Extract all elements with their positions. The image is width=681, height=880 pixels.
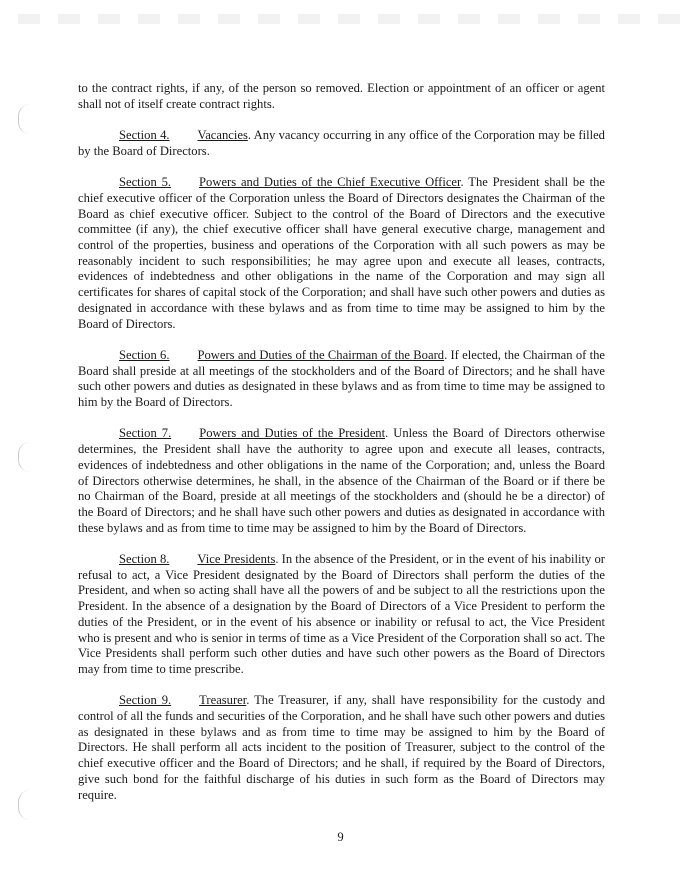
- section-number: Section 8.: [119, 552, 170, 567]
- section-number: Section 7.: [119, 426, 172, 441]
- section-title: Vice Presidents: [197, 552, 276, 567]
- section-body: . Any vacancy occurring in any office of the Corporation may be filled by the Board of Directors.: [78, 128, 605, 158]
- section-title: Treasurer: [199, 693, 247, 708]
- section-5-paragraph: [78, 175, 605, 332]
- punch-hole-mark: [18, 790, 31, 820]
- section-number: Section 4.: [119, 128, 170, 143]
- section-body: . The Treasurer, if any, shall have responsibility for the custody and control of all the funds and securities of the Corporation, and he shall have such other powers and duties as designated in these bylaws and as from time to time may be assigned to him by the Board of Directors. He shall perform all acts incident to the position of Treasurer, subject to the control of the chief executive officer and the Board of Directors; and he shall, if required by the Board of Directors, give such bond for the faithful discharge of his duties in such form as the Board of Directors may require.: [78, 693, 605, 802]
- section-body: . In the absence of the President, or in the event of his inability or refusal to act, a Vice President designated by the Board of Directors shall perform the duties of the President, and when so acting shall have all the powers of and be subject to all the restrictions upon the President. In the absence of a designation by the Board of Directors of a Vice President to perform the duties of the President, or in the event of his absence or inability or refusal to act, the Vice President who is present and who is senior in terms of time as a Vice President of the Corporation shall so act. The Vice Presidents shall perform such other duties and have such other powers as the Board of Directors may from time to time prescribe.: [78, 552, 605, 676]
- section-body: . The President shall be the chief executive officer of the Corporation unless the Board of Directors designates the Chairman of the Board as chief executive officer. Subject to the control of the Board of Directors and the executive committee (if any), the chief executive officer shall have general executive charge, management and control of the properties, business and operations of the Corporation with all such powers as may be reasonably incident to such responsibilities; he may agree upon and execute all leases, contracts, evidences of indebtedness and other obligations in the name of the Corporation and may sign all certificates for shares of capital stock of the Corporation; and shall have such other powers and duties as designated in accordance with these bylaws and as from time to time may be assigned to him by the Board of Directors.: [78, 175, 606, 331]
- section-body: . Unless the Board of Directors otherwise determines, the President shall have the authority to agree upon and execute all leases, contracts, evidences of indebtedness and other obligations in the name of the Corporation; and, unless the Board of Directors otherwise determines, he shall, in the absence of the Chairman of the Board or if there be no Chairman of the Board, preside at all meetings of the stockholders and (should he be a director) of the Board of Directors; and he shall have such other powers and duties as designated in accordance with these bylaws and as from time to time may be assigned to him by the Board of Directors.: [78, 426, 605, 535]
- punch-hole-mark: [18, 104, 31, 134]
- intro-paragraph: to the contract rights, if any, of the person so removed. Election or appointment of an officer or agent shall not of itself create contract rights.: [78, 81, 605, 111]
- section-9-paragraph: [78, 693, 605, 803]
- section-title: Powers and Duties of the President: [199, 426, 386, 441]
- section-8-paragraph: [78, 552, 605, 678]
- document-page: [78, 81, 605, 819]
- punch-hole-mark: [18, 442, 31, 472]
- section-number: Section 5.: [119, 175, 172, 190]
- section-title: Powers and Duties of the Chief Executive Officer: [199, 175, 461, 190]
- section-7-paragraph: [78, 426, 605, 536]
- section-number: Section 9.: [119, 693, 172, 708]
- section-title: Vacancies: [197, 128, 248, 143]
- page-number: 9: [337, 830, 344, 844]
- section-4-paragraph: [78, 128, 605, 159]
- section-title: Powers and Duties of the Chairman of the Board: [197, 347, 445, 362]
- section-body: . If elected, the Chairman of the Board shall preside at all meetings of the stockholders and of the Board of Directors; and he shall have such other powers and duties as designated in these bylaws and as from time to time may be assigned to him by the Board of Directors.: [78, 347, 605, 410]
- scan-artifact-top: [0, 14, 681, 24]
- section-number: Section 6.: [119, 347, 170, 362]
- section-6-paragraph: [78, 348, 605, 411]
